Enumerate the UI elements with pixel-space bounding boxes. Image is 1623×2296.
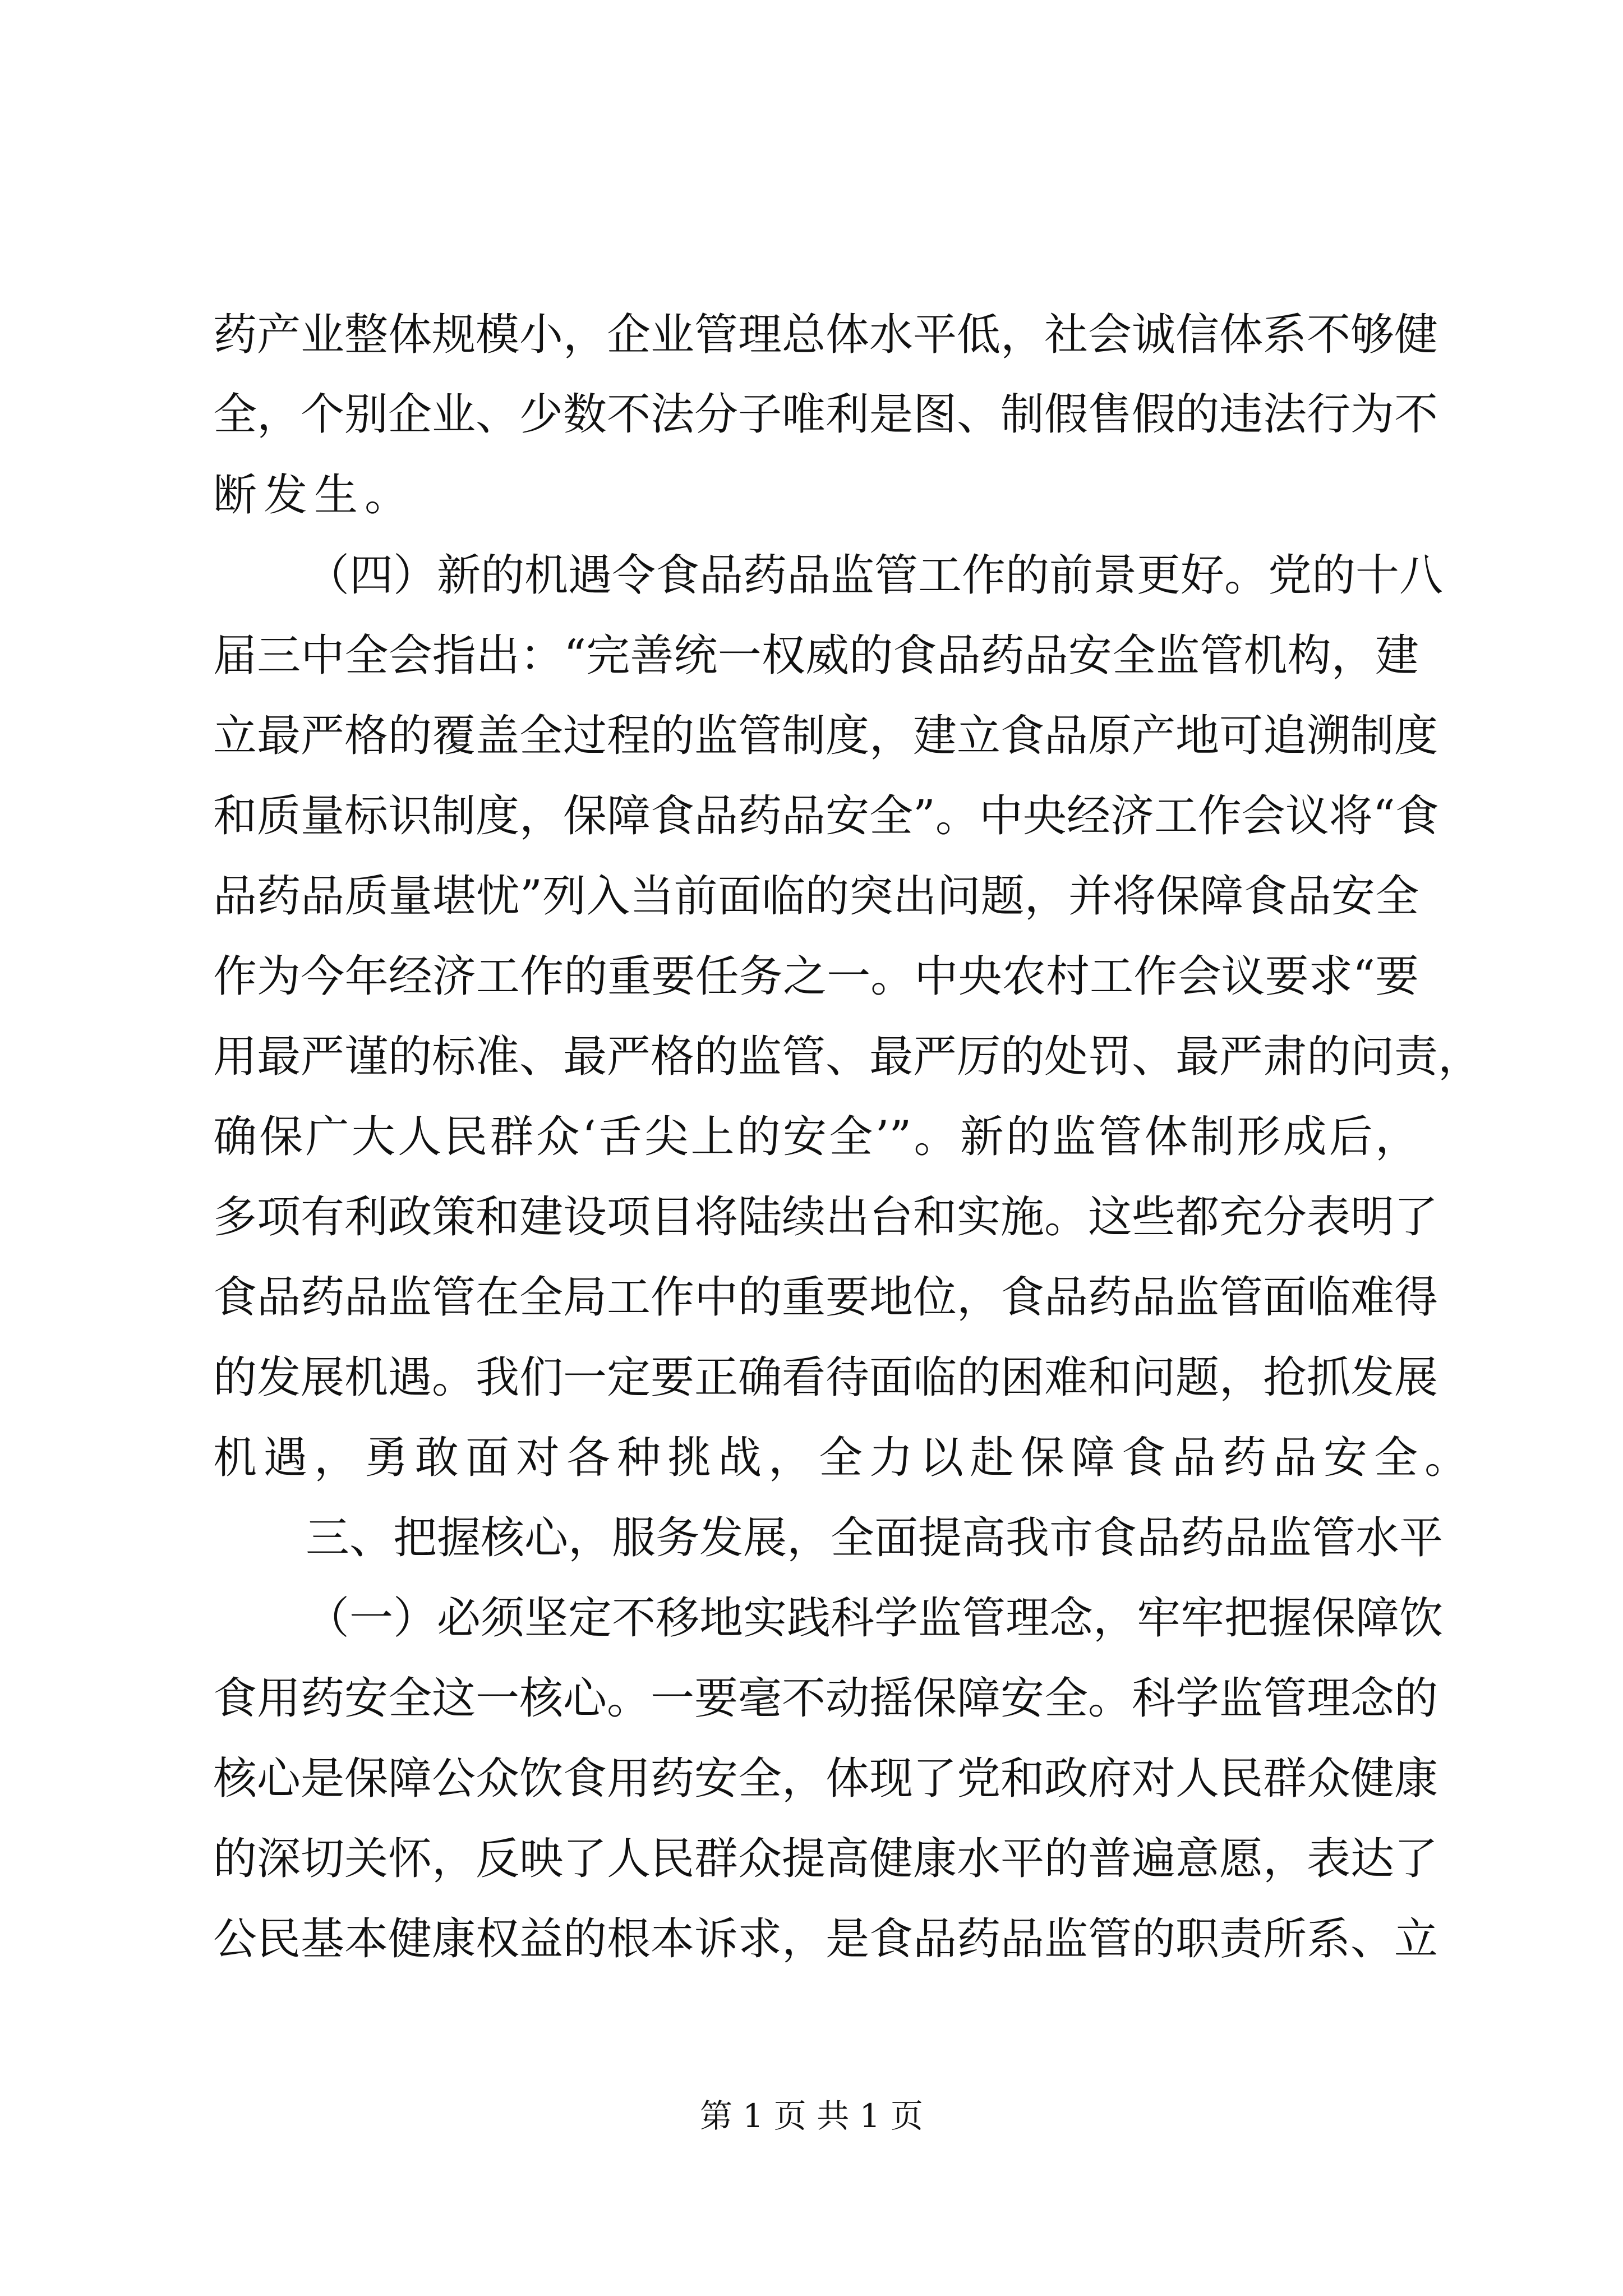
paragraph-line: 药产业整体规模小，企业管理总体水平低，社会诚信体系不够健: [213, 310, 1438, 360]
paragraph-line: 届三中全会指出：“完善统一权威的食品药品安全监管机构，建: [213, 631, 1419, 681]
paragraph-line: 的发展机遇。我们一定要正确看待面临的困难和问题，抢抓发展: [213, 1352, 1438, 1403]
paragraph-line: 公民基本健康权益的根本诉求，是食品药品监管的职责所系、立: [213, 1914, 1438, 1964]
paragraph-line: 确保广大人民群众‘舌尖上的安全’”。新的监管体制形成后，: [213, 1112, 1419, 1162]
paragraph-line: 核心是保障公众饮食用药安全，体现了党和政府对人民群众健康: [213, 1754, 1438, 1804]
paragraph-line: 品药品质量堪忧”列入当前面临的突出问题，并将保障食品安全: [213, 871, 1419, 922]
paragraph-line: 的深切关怀，反映了人民群众提高健康水平的普遍意愿，表达了: [213, 1834, 1438, 1884]
paragraph-line: 食用药安全这一核心。一要毫不动摇保障安全。科学监管理念的: [213, 1673, 1438, 1724]
paragraph-line: 作为今年经济工作的重要任务之一。中央农村工作会议要求“要: [213, 951, 1419, 1002]
section-heading: 三、把握核心，服务发展，全面提高我市食品药品监管水平: [306, 1513, 1444, 1563]
paragraph-line: 机遇，勇敢面对各种挑战，全力以赴保障食品药品安全。: [213, 1433, 1476, 1483]
paragraph-line: （四）新的机遇令食品药品监管工作的前景更好。党的十八: [306, 550, 1444, 601]
paragraph-line: 断发生。: [213, 470, 416, 521]
page-footer: 第 1 页 共 1 页: [700, 2097, 923, 2135]
paragraph-line: 立最严格的覆盖全过程的监管制度，建立食品原产地可追溯制度: [213, 711, 1438, 761]
paragraph-line: 用最严谨的标准、最严格的监管、最严厉的处罚、最严肃的问责，: [213, 1032, 1482, 1082]
paragraph-line: 全，个别企业、少数不法分子唯利是图、制假售假的违法行为不: [213, 389, 1438, 440]
paragraph-line: （一）必须坚定不移地实践科学监管理念，牢牢把握保障饮: [306, 1593, 1444, 1644]
paragraph-line: 多项有利政策和建设项目将陆续出台和实施。这些都充分表明了: [213, 1192, 1438, 1243]
paragraph-line: 食品药品监管在全局工作中的重要地位，食品药品监管面临难得: [213, 1272, 1438, 1323]
paragraph-line: 和质量标识制度，保障食品药品安全”。中央经济工作会议将“食: [213, 791, 1439, 841]
